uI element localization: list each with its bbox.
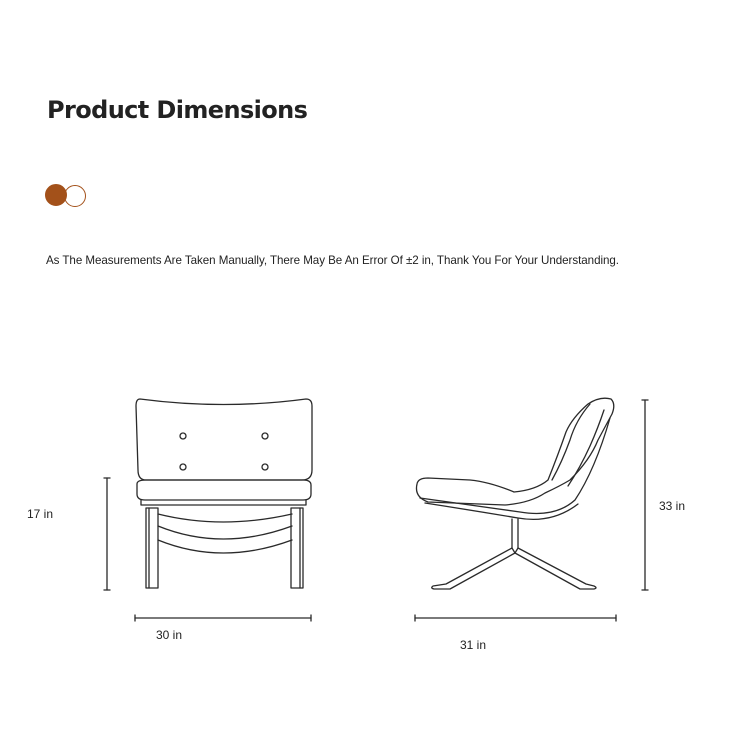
color-swatch-white[interactable] (64, 185, 86, 207)
chair-front-backrest (136, 399, 312, 480)
chair-front-seat (137, 480, 311, 500)
chair-side-view (416, 398, 613, 589)
tuft-button (262, 433, 268, 439)
chair-side-seat-back (416, 398, 613, 505)
page-title: Product Dimensions (47, 96, 308, 124)
chair-side-base-post (512, 519, 518, 548)
chair-side-leg-back (515, 548, 596, 589)
chair-front-leg-right (291, 508, 303, 588)
front-height-dimension-line (104, 478, 110, 590)
side-depth-label: 31 in (460, 638, 487, 652)
side-height-dimension-line (642, 400, 648, 590)
color-swatch-brown[interactable] (45, 184, 67, 206)
chair-side-leg-front (432, 548, 515, 589)
chair-front-leg-left (146, 508, 158, 588)
chair-front-frame (158, 514, 292, 522)
front-width-dimension-line (135, 615, 311, 621)
tuft-button (180, 433, 186, 439)
measurement-note: As The Measurements Are Taken Manually, There May Be An Error Of ±2 in, Thank You For Your Understanding. (46, 254, 619, 267)
tuft-button (262, 464, 268, 470)
front-height-label: 17 in (27, 507, 54, 521)
front-width-label: 30 in (156, 628, 183, 642)
chair-front-view (136, 399, 312, 588)
tuft-button (180, 464, 186, 470)
side-depth-dimension-line (415, 615, 616, 621)
side-height-label: 33 in (659, 499, 686, 513)
